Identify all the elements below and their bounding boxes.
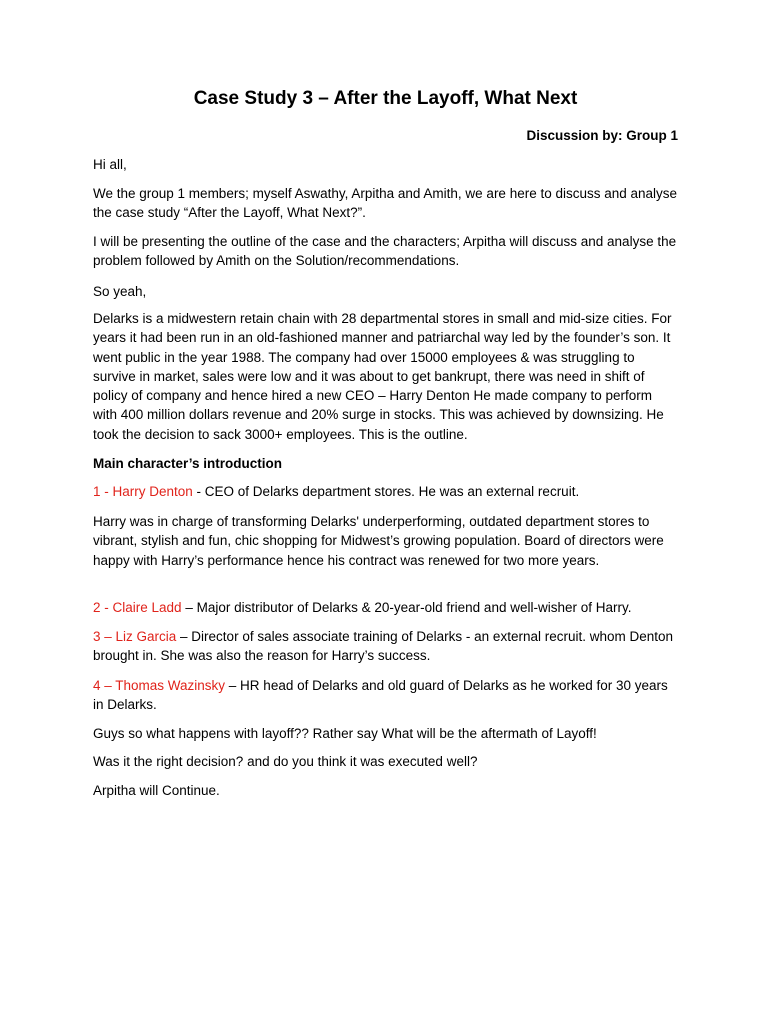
character-name: 1 - Harry Denton	[93, 484, 193, 499]
character-item	[93, 598, 678, 617]
character-name: 3 – Liz Garcia	[93, 629, 177, 644]
intro-paragraph: We the group 1 members; myself Aswathy, Arpitha and Amith, we are here to discuss and analyse the case study “After the Layoff, What Next?”.	[93, 186, 678, 221]
greeting: Hi all,	[93, 157, 127, 172]
question-line: Guys so what happens with layoff?? Rather say What will be the aftermath of Layoff!	[93, 726, 597, 741]
document-title: Case Study 3 – After the Layoff, What Next	[193, 88, 578, 109]
character-name: 2 - Claire Ladd	[93, 600, 182, 615]
character-description: – Director of sales associate training of Delarks - an external recruit. whom Denton brought in. She was also the reason for Harry’s success.	[93, 629, 674, 664]
character-item	[93, 627, 678, 666]
closing-line: Arpitha will Continue.	[93, 783, 220, 798]
harry-detail-paragraph: Harry was in charge of transforming Delarks' underperforming, outdated department stores to vibrant, stylish and fun, chic shopping for Midwest’s growing population. Board of directors were happy with Harry’s performance hence his contract was renewed for two more years.	[93, 514, 664, 568]
character-item	[93, 482, 678, 501]
so-yeah-line: So yeah,	[93, 284, 147, 299]
characters-heading: Main character’s introduction	[93, 456, 283, 471]
character-description: - CEO of Delarks department stores. He was an external recruit.	[192, 484, 580, 499]
character-description: – HR head of Delarks and old guard of Delarks as he worked for 30 years in Delarks.	[93, 678, 668, 713]
byline: Discussion by: Group 1	[526, 128, 678, 143]
character-description: – Major distributor of Delarks & 20-year-old friend and well-wisher of Harry.	[181, 600, 632, 615]
plan-paragraph: I will be presenting the outline of the case and the characters; Arpitha will discuss and analyse the problem followed by Amith on the Solution/recommendations.	[93, 234, 677, 269]
question-line: Was it the right decision? and do you think it was executed well?	[93, 754, 478, 769]
character-item	[93, 676, 678, 715]
character-name: 4 – Thomas Wazinsky	[93, 678, 226, 693]
outline-paragraph: Delarks is a midwestern retain chain with 28 departmental stores in small and mid-size cities. For years it had been run in an old-fashioned manner and patriarchal way led by the founder’s son. It went public in the year 1988. The company had over 15000 employees & was struggling to survive in market, sales were low and it was about to get bankrupt, there was need in shift of policy of company and hence hired a new CEO – Harry Denton He made company to perform with 400 million dollars revenue and 20% surge in stocks. This was achieved by downsizing. He took the decision to sack 3000+ employees. This is the outline.	[93, 311, 672, 442]
